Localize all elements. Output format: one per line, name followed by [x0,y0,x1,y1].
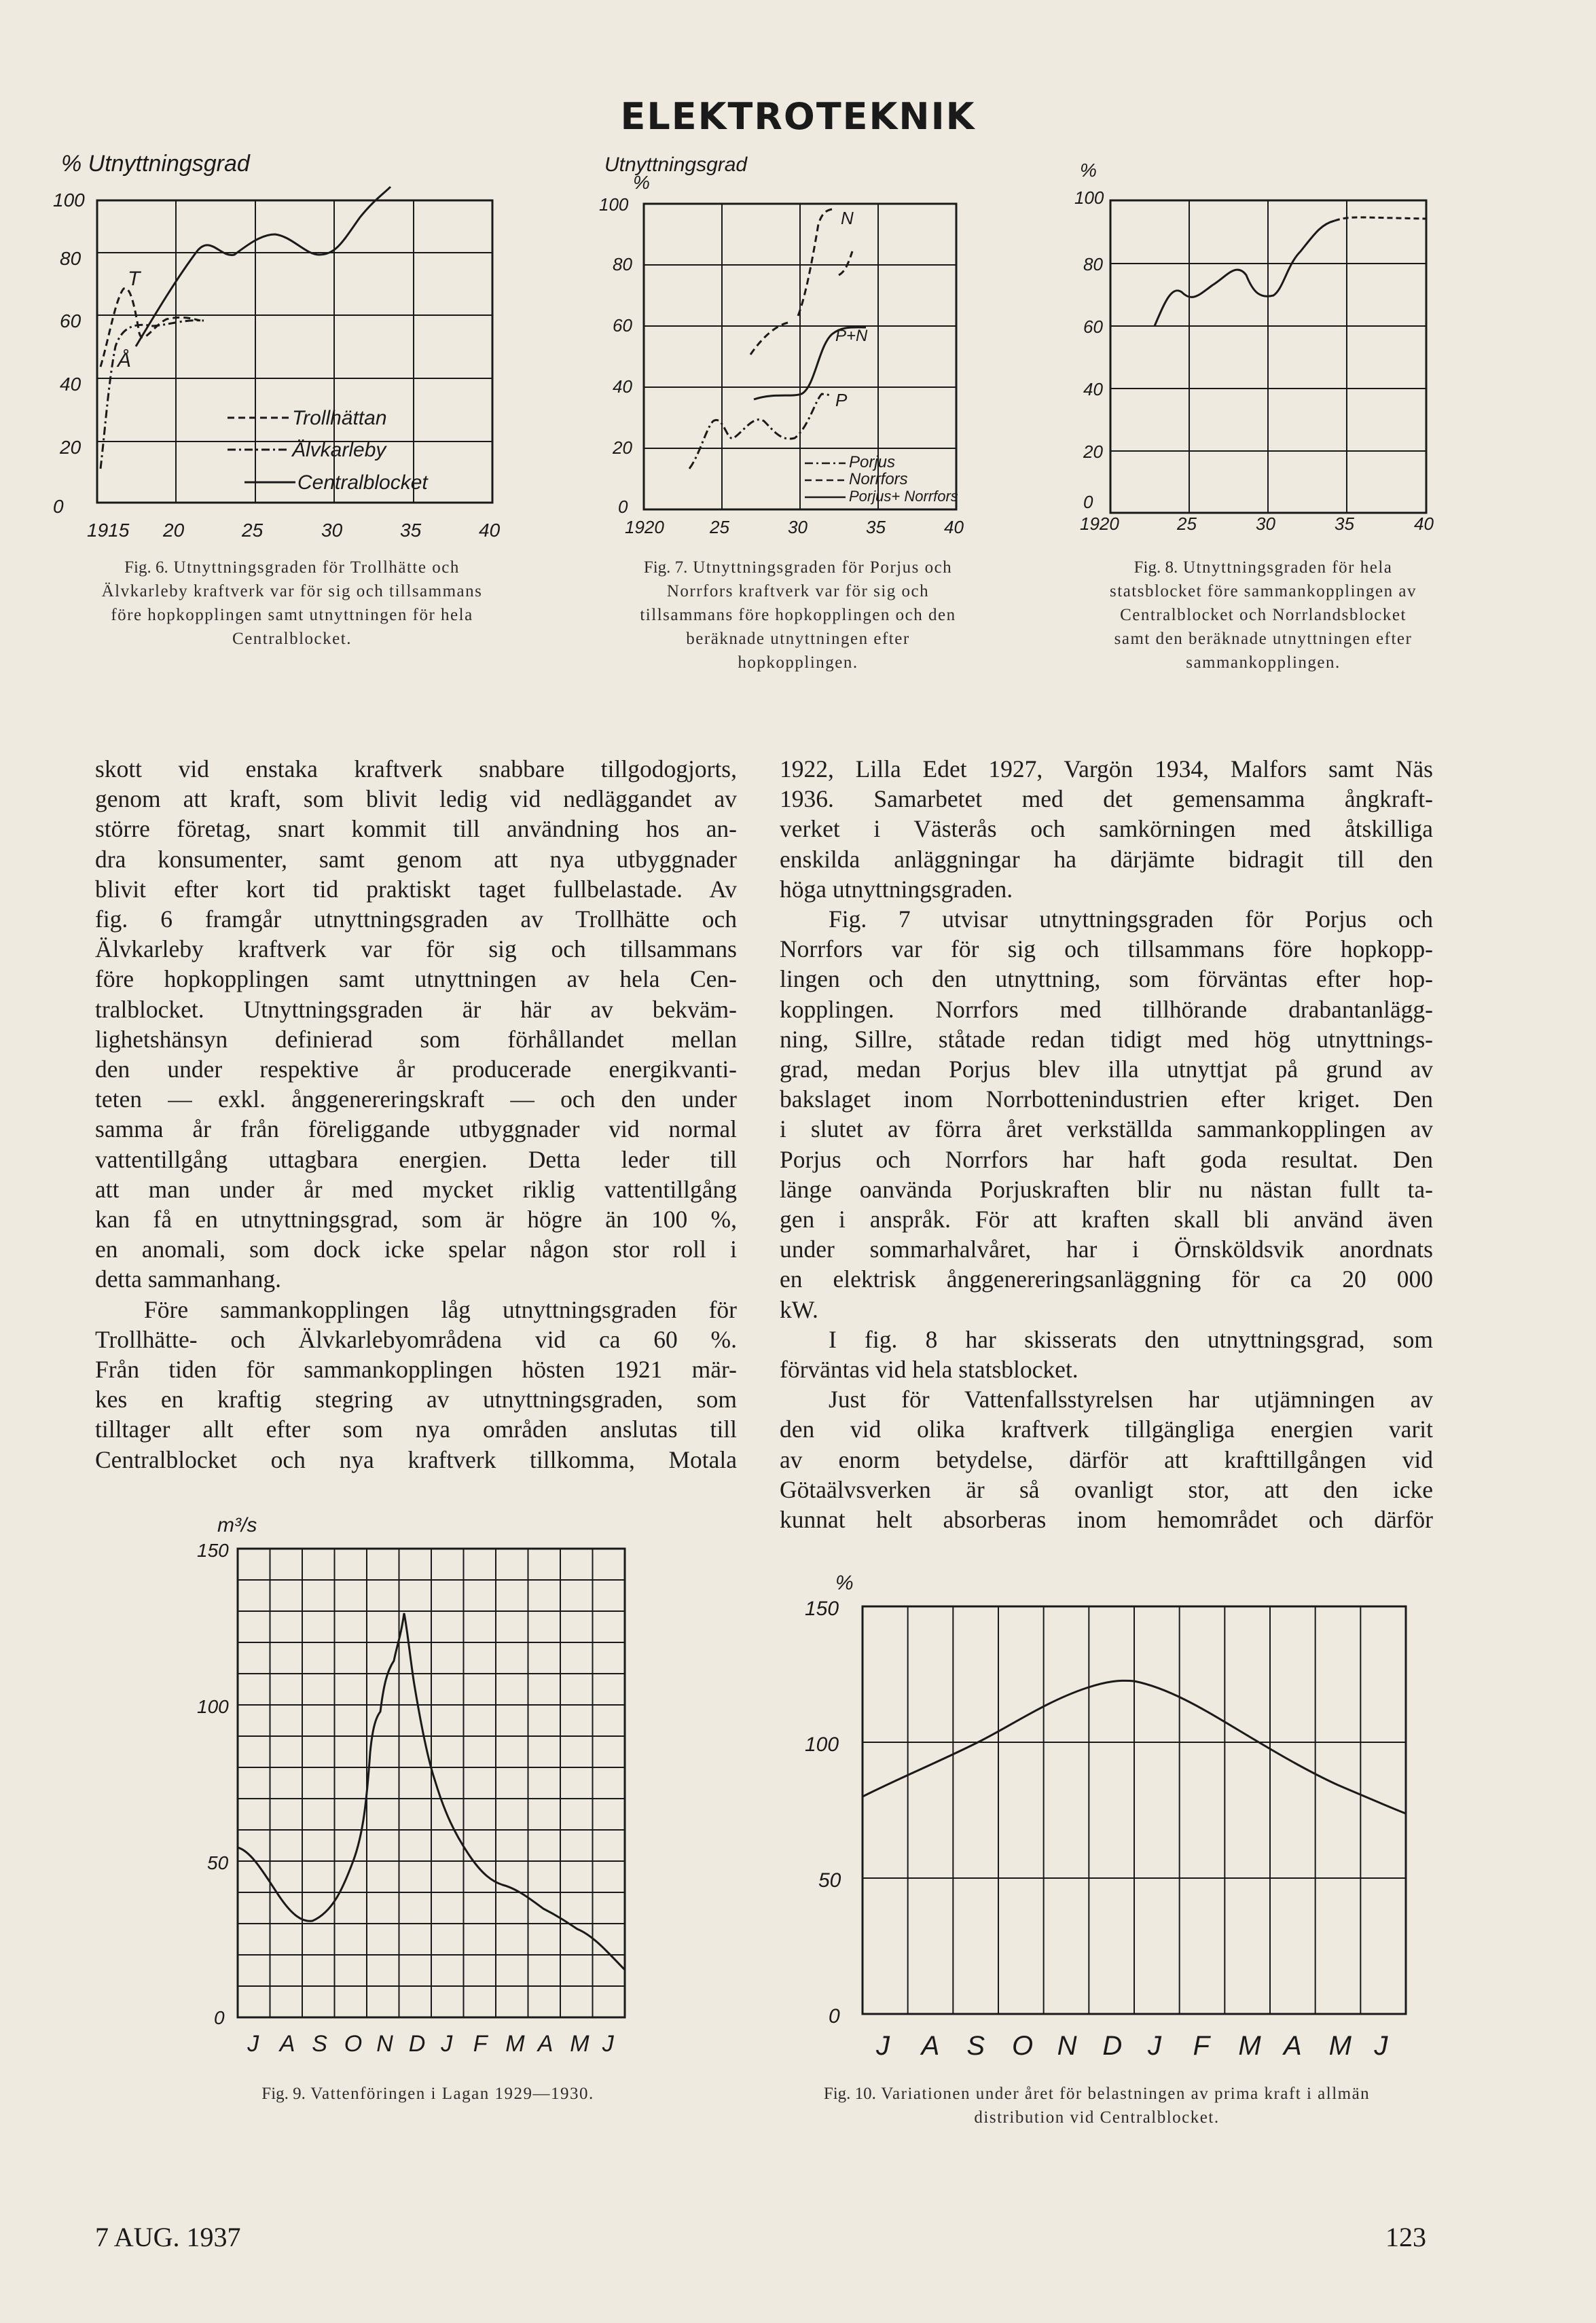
text-line: bakslaget inom Norrbottenindustrien efter kriget. Den [780,1085,1433,1113]
fig6-xtick: 1915 [87,520,130,541]
fig7-label-n: N [841,208,854,228]
figure-10-chart [774,1569,1426,2065]
text-line: lingen och den utnyttning, som förväntas efter hop- [780,965,1433,993]
fig9-caption-num: Fig. 9. [261,2085,306,2103]
fig8-ytick: 80 [1083,254,1103,274]
fig10-caption-text: Variationen under året för belastningen av prima kraft i allmän distribution vid Centralblocket. [881,2085,1371,2127]
text-line: enskilda anläggningar ha därjämte bidragit till den [780,845,1433,873]
fig6-ytick: 40 [60,374,81,395]
fig10-ytick: 100 [805,1733,839,1756]
fig8-caption-text: Utnyttningsgraden för hela statsblocket före sammankopplingen av Centralblocket och Norrlandsblocket samt den beräknade utnyttningen efter sammankopplingen. [1110,558,1417,672]
column-left [95,754,737,1475]
fig6-label-t: T [128,268,141,290]
fig9-month-label: F [473,2031,488,2057]
fig6-xtick: 25 [242,520,264,541]
text-line: grad, medan Porjus blev illa utnyttjat på grund av [780,1056,1433,1083]
fig9-ytick: 50 [207,1852,229,1873]
fig6-ytick: 60 [60,310,81,331]
fig9-ytick: 150 [197,1540,229,1561]
fig10-ytick: 0 [829,2005,840,2028]
text-line: gen i anspråk. För att kraften skall bli använd även [780,1206,1433,1233]
fig9-ytick: 100 [197,1696,229,1717]
fig10-month-label: O [1012,2031,1034,2061]
fig9-month-label: J [247,2031,259,2057]
fig6-xtick: 20 [163,520,185,541]
fig7-caption [638,556,958,674]
fig7-ytick: 0 [618,497,628,517]
fig6-ytick: 100 [53,190,85,211]
text-line: den under respektive år producerade energikvanti- [95,1056,737,1083]
text-line: den vid olika kraftverk tillgängliga energien varit [780,1416,1433,1443]
figure-8-chart [1066,156,1447,537]
text-line: Före sammankopplingen låg utnyttningsgraden för [144,1295,737,1323]
figure-9-chart [177,1508,638,2065]
text-line: Götaälvsverken är så ovanligt stor, att den icke [780,1475,1433,1503]
fig9-month-label: O [344,2031,363,2057]
text-line: blivit efter kort tid praktiskt taget fullbelastade. Av [95,875,737,903]
column-right [780,754,1433,1534]
fig9-month-label: A [279,2031,295,2057]
text-line: I fig. 8 har skisserats den utnyttningsgrad, som [829,1325,1433,1353]
fig6-ytick: 0 [53,496,64,517]
fig10-month-label: J [1374,2031,1388,2061]
text-line: verket i Västerås och samkörningen med åtskilliga [780,815,1433,843]
text-line: en elektrisk ånggenereringsanläggning för ca 20 000 [780,1265,1433,1293]
fig10-yunit: % [835,1572,854,1594]
fig10-month-label: A [921,2031,940,2061]
fig9-month-label: A [537,2031,554,2057]
fig7-caption-num: Fig. 7. [643,558,688,577]
fig6-caption [88,556,496,651]
text-line: 1936. Samarbetet med det gemensamma ångkraft- [780,785,1433,813]
text-line: samma år från föreliggande utbyggnader vid normal [95,1115,737,1143]
fig10-caption [778,2082,1416,2129]
fig9-month-label: D [408,2031,426,2057]
text-line: före hopkopplingen samt utnyttningen av hela Cen- [95,965,737,993]
fig9-caption [238,2082,618,2106]
fig10-ytick: 150 [805,1598,839,1620]
fig7-legend-porjus: Porjus [849,453,896,471]
fig8-ytick: 60 [1083,317,1103,337]
text-line: i slutet av förra året verkställda sammankopplingen av [780,1115,1433,1143]
fig8-series-forecast [1335,217,1426,221]
text-line: en anomali, som dock icke spelar någon stor roll i [95,1236,737,1263]
fig8-caption [1100,556,1426,674]
text-line: dra konsumenter, samt genom att nya utbyggnader [95,845,737,873]
fig9-caption-text: Vattenföringen i Lagan 1929—1930. [310,2085,594,2103]
fig10-caption-num: Fig. 10. [823,2085,876,2103]
page-number: 123 [1385,2222,1426,2252]
fig8-ytick: 40 [1083,379,1103,399]
fig10-month-label: M [1238,2031,1261,2061]
page-header: ELEKTROTEKNIK [620,95,976,138]
fig7-ytick: 100 [599,194,629,215]
text-line: tralblocket. Utnyttningsgraden är här av bekväm- [95,995,737,1023]
fig6-ylabel: % Utnyttningsgrad [61,151,250,177]
fig7-label-pn: P+N [835,327,868,345]
text-line: Norrfors var för sig och tillsammans före hopkopp- [780,935,1433,963]
fig10-month-label: D [1102,2031,1123,2061]
fig6-caption-num: Fig. 6. [124,558,168,577]
text-line: teten — exkl. ånggenereringskraft — och den under [95,1085,737,1113]
fig7-ytick: 60 [613,315,632,336]
fig8-ytick: 0 [1083,492,1093,512]
text-line: höga utnyttningsgraden. [780,875,1013,903]
fig7-caption-text: Utnyttningsgraden för Porjus och Norrfors kraftverk var för sig och tillsammans före hopkopplingen och den beräknade utnyttningen efter hopkopplingen. [640,558,956,672]
fig6-caption-text: Utnyttningsgraden för Trollhätte och Älvkarleby kraftverk var för sig och tillsammans före hopkopplingen samt utnyttningen för hela Centralblocket. [101,558,483,648]
fig10-month-label: N [1057,2031,1077,2061]
fig8-yunit: % [1080,160,1097,181]
fig6-ytick: 80 [60,248,81,269]
text-line: Från tiden för sammankopplingen hösten 1921 mär- [95,1356,737,1384]
text-line: Fig. 7 utvisar utnyttningsgraden för Porjus och [829,905,1433,933]
fig6-label-a: Å [117,349,132,372]
text-line: av enorm betydelse, därför att krafttillgången vid [780,1445,1433,1473]
text-line: ning, Sillre, ståtade redan tidigt med hög utnyttnings- [780,1025,1433,1053]
fig6-legend-trollhattan: Trollhättan [292,407,387,429]
fig9-month-label: S [312,2031,327,2057]
fig6-xtick: 30 [321,520,343,541]
fig6-xtick: 35 [400,520,422,541]
fig7-xtick: 30 [788,517,808,537]
text-line: genom att kraft, som blivit ledig vid nedläggandet av [95,785,737,813]
fig6-legend-alvkarleby: Älvkarleby [292,439,386,461]
fig9-ytick: 0 [214,2007,225,2028]
text-line: detta sammanhang. [95,1265,282,1293]
fig9-month-label: M [570,2031,590,2057]
text-line: Centralblocket och nya kraftverk tillkomma, Motala [95,1445,737,1473]
fig7-ytick: 20 [613,437,632,458]
text-line: kes en kraftig stegring av utnyttningsgraden, som [95,1386,737,1413]
fig7-xtick: 1920 [625,517,664,537]
text-line: kunnat helt absorberas inom hemområdet och därför [780,1506,1433,1534]
text-line: kW. [780,1295,818,1323]
text-line: länge oanvända Porjuskraften blir nu nästan fullt ta- [780,1175,1433,1203]
text-line: 1922, Lilla Edet 1927, Vargön 1934, Malfors samt Näs [780,755,1433,782]
text-line: vattentillgång uttagbara energien. Detta leder till [95,1145,737,1173]
footer-date: 7 AUG. 1937 [95,2222,241,2252]
text-line: Älvkarleby kraftverk var för sig och tillsammans [95,935,737,963]
fig10-month-label: A [1284,2031,1302,2061]
fig9-yunit: m³/s [217,1514,257,1536]
fig7-xtick: 40 [944,517,964,537]
fig7-xtick: 35 [866,517,886,537]
text-line: Trollhätte- och Älvkarlebyområdena vid ca 60 %. [95,1325,737,1353]
fig6-series-trollhattan [101,288,200,367]
fig8-xtick: 35 [1335,514,1354,534]
fig7-series-porjus [689,394,832,469]
fig8-xtick: 1920 [1080,514,1119,534]
fig7-xtick: 25 [710,517,729,537]
text-line: att man under år med mycket riklig vattentillgång [95,1175,737,1203]
fig10-month-label: S [966,2031,985,2061]
text-line: lighetshänsyn definierad som förhållandet mellan [95,1025,737,1053]
fig7-legend-combined: Porjus+ Norrfors [849,488,958,505]
fig6-series-alvkarleby [101,321,204,469]
fig8-xtick: 25 [1177,514,1197,534]
fig8-ytick: 20 [1083,442,1103,462]
fig8-xtick: 40 [1414,514,1434,534]
fig9-month-label: M [505,2031,525,2057]
fig7-ytick: 40 [613,376,632,397]
text-line: tilltager allt efter som nya områden anslutas till [95,1416,737,1443]
fig10-month-label: J [876,2031,890,2061]
fig10-month-label: F [1193,2031,1210,2061]
text-line: kopplingen. Norrfors med tillhörande drabantanlägg- [780,995,1433,1023]
text-line: förväntas vid hela statsblocket. [780,1356,1078,1384]
fig10-ytick: 50 [818,1869,841,1892]
fig8-caption-num: Fig. 8. [1133,558,1178,577]
text-line: större företag, snart kommit till användning hos an- [95,815,737,843]
fig6-xtick: 40 [479,520,501,541]
fig7-yunit: % [633,172,650,193]
fig9-month-label: J [602,2031,614,2057]
fig9-month-label: J [441,2031,453,2057]
fig10-month-label: J [1148,2031,1161,2061]
fig8-xtick: 30 [1256,514,1275,534]
text-line: under sommarhalvåret, har i Örnsköldsvik anordnats [780,1236,1433,1263]
fig7-label-p: P [835,390,848,410]
text-line: kan få en utnyttningsgrad, som är högre än 100 %, [95,1206,737,1233]
fig10-month-label: M [1328,2031,1352,2061]
fig7-ytick: 80 [613,254,632,274]
figure-6-chart [41,143,516,550]
figure-7-chart [598,143,978,543]
fig7-ylabel: Utnyttningsgrad [604,154,748,176]
text-line: Porjus och Norrfors har haft goda resultat. Den [780,1145,1433,1173]
text-line: Just för Vattenfallsstyrelsen har utjämningen av [829,1386,1433,1413]
fig9-month-label: N [376,2031,393,2057]
fig6-legend-centralblocket: Centralblocket [297,471,428,494]
text-line: skott vid enstaka kraftverk snabbare tillgodogjorts, [95,755,737,782]
fig6-ytick: 20 [60,437,81,458]
fig8-ytick: 100 [1074,187,1104,208]
fig7-legend-norrfors: Norrfors [849,470,908,488]
text-line: fig. 6 framgår utnyttningsgraden av Trollhätte och [95,905,737,933]
fig8-series-statsblocket [1155,221,1335,326]
